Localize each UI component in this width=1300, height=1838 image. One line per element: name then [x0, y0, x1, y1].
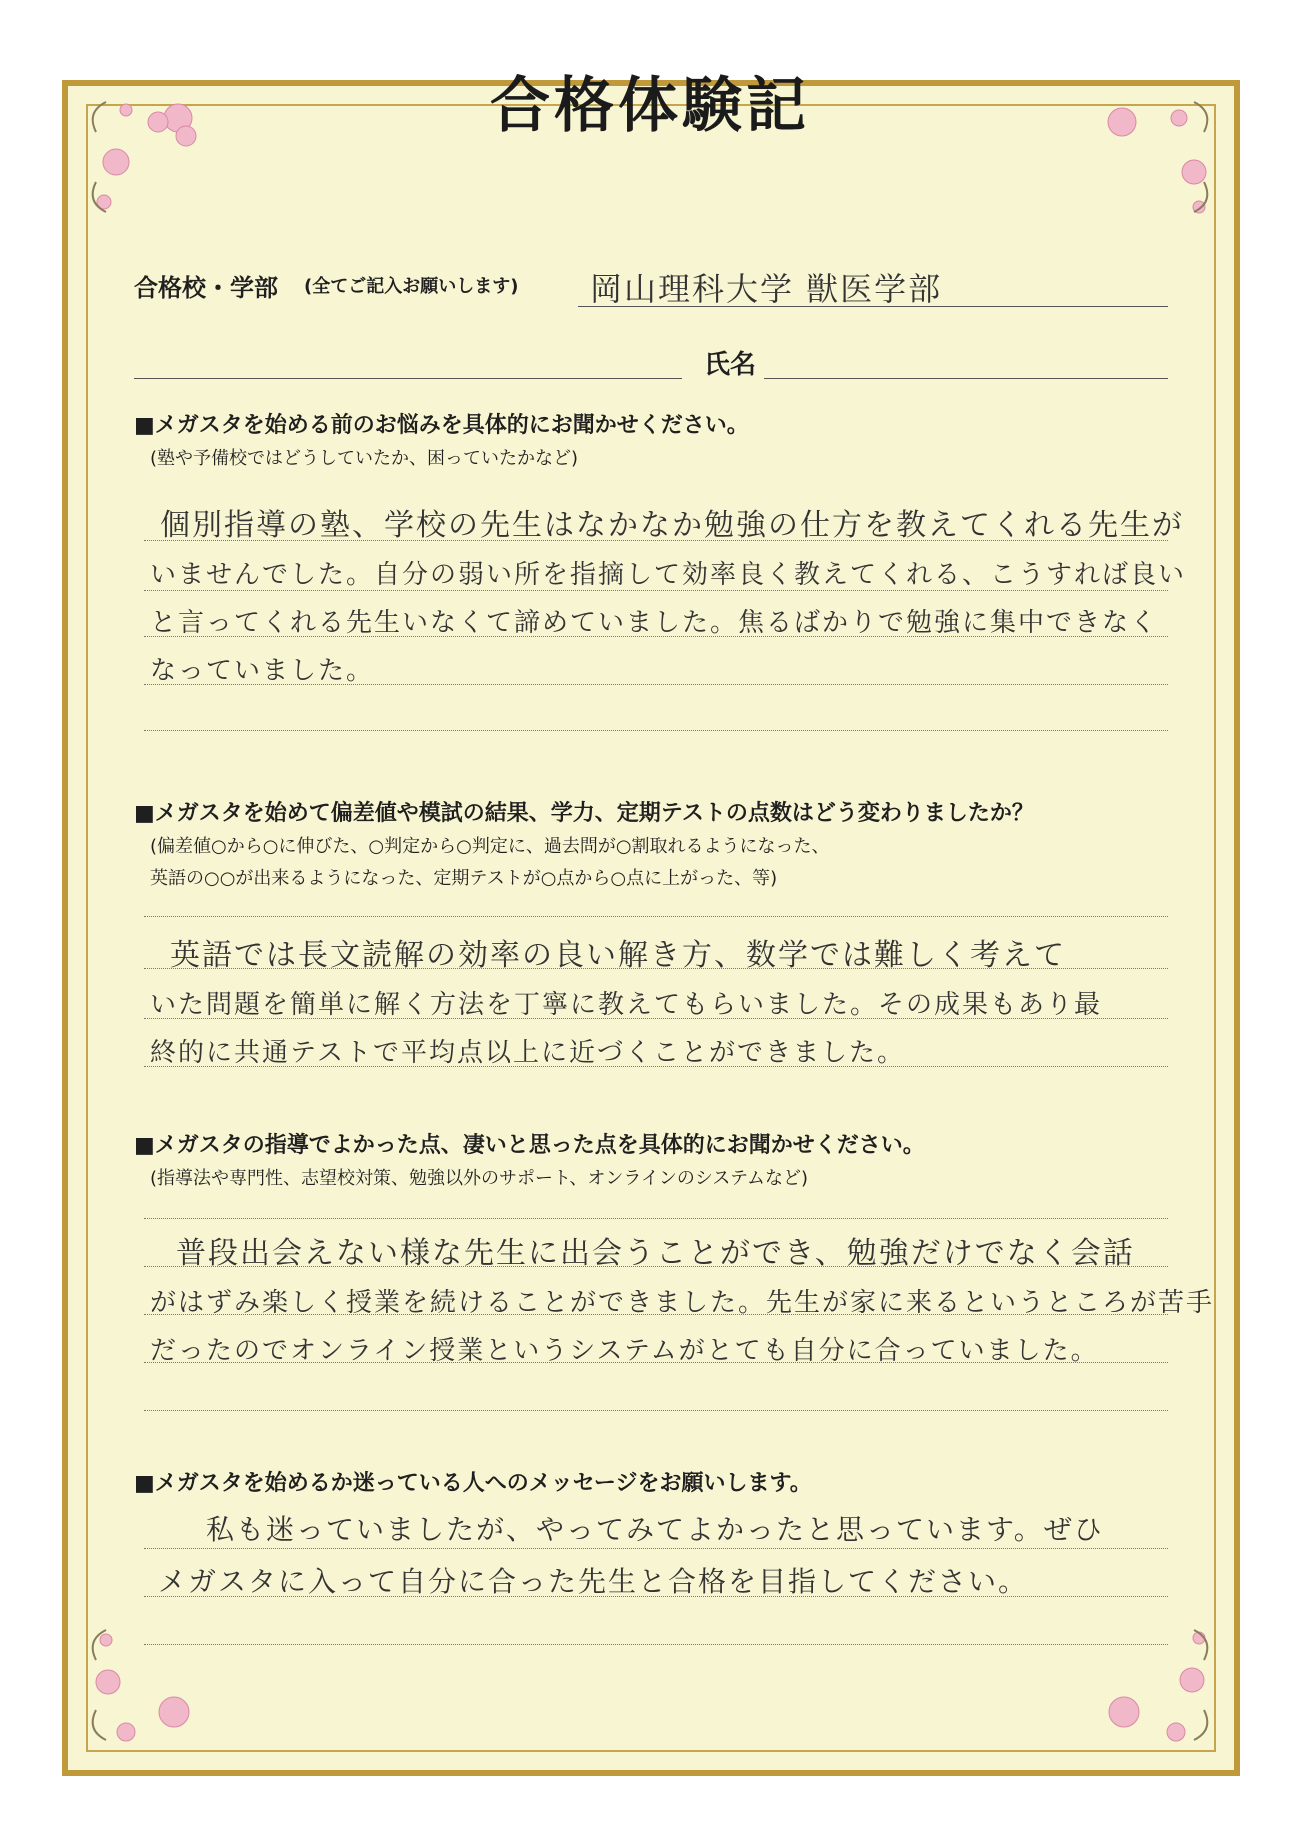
answer-2-line-3: 終的に共通テストで平均点以上に近づくことができました。 [150, 1038, 905, 1068]
answer-3-line-1: 普段出会えない様な先生に出会うことができ、勉強だけでなく会話 [176, 1236, 1135, 1271]
answer-2-line-1: 英語では長文読解の効率の良い解き方、数学では難しく考えて [170, 938, 1066, 973]
name-field-line[interactable] [764, 378, 1168, 379]
school-note: (全てご記入お願いします) [304, 276, 519, 297]
answer-3-line-3: だったのでオンライン授業というシステムがとても自分に合っていました。 [150, 1336, 1099, 1366]
question-1-hint: (塾や予備校ではどうしていたか、困っていたかなど) [150, 448, 579, 469]
question-2-hint: (偏差値○から○に伸びた、○判定から○判定に、過去問が○割取れるようになった、 [150, 836, 830, 857]
answer-1-line-1: 個別指導の塾、学校の先生はなかなか勉強の仕方を教えてくれる先生が [160, 508, 1184, 543]
school-label: 合格校・学部 [134, 274, 278, 302]
inner-border [86, 104, 1216, 1752]
name-label: 氏名 [704, 350, 757, 380]
name-left-line [134, 378, 682, 379]
page-title: 合格体験記 [490, 71, 810, 141]
answer-2-line-2: いた問題を簡単に解く方法を丁寧に教えてもらいました。その成果もあり最 [150, 990, 1103, 1020]
answer-3-line-2: がはずみ楽しく授業を続けることができました。先生が家に来るというところが苦手 [150, 1288, 1215, 1318]
question-1: ■メガスタを始める前のお悩みを具体的にお聞かせください。 [134, 413, 749, 438]
cherry-blossom-icon [86, 1620, 216, 1750]
cherry-blossom-icon [1084, 1620, 1214, 1750]
school-underline [578, 306, 1168, 307]
question-3-hint: (指導法や専門性、志望校対策、勉強以外のサポート、オンラインのシステムなど) [150, 1168, 809, 1189]
question-2-hint-2: 英語の○○が出来るようになった、定期テストが○点から○点に上がった、等) [150, 868, 778, 889]
question-2: ■メガスタを始めて偏差値や模試の結果、学力、定期テストの点数はどう変わりましたか？ [134, 801, 1034, 826]
answer-1-line-3: と言ってくれる先生いなくて諦めていました。焦るばかりで勉強に集中できなく [150, 608, 1159, 638]
answer-4-line-2: メガスタに入って自分に合った先生と合格を目指してください。 [158, 1565, 1029, 1598]
school-value: 岡山理科大学 獣医学部 [590, 270, 943, 308]
question-3: ■メガスタの指導でよかった点、凄いと思った点を具体的にお聞かせください。 [134, 1133, 925, 1158]
answer-1-line-2: いませんでした。自分の弱い所を指摘して効率良く教えてくれる、こうすれば良い [150, 560, 1187, 590]
answer-1-line-4: なっていました。 [150, 656, 375, 686]
answer-4-line-1: 私も迷っていましたが、やってみてよかったと思っています。ぜひ [206, 1513, 1104, 1546]
question-4: ■メガスタを始めるか迷っている人へのメッセージをお願いします。 [134, 1471, 812, 1496]
